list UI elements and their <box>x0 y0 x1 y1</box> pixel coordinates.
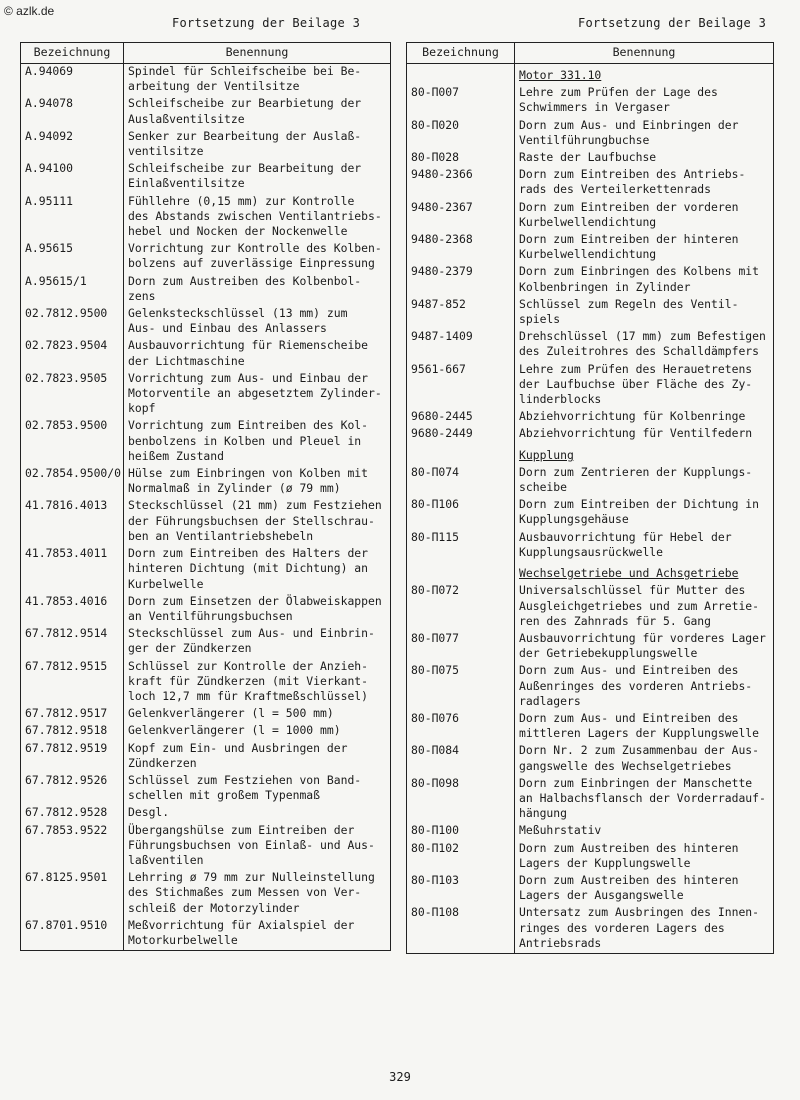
part-description: Desgl. <box>124 805 391 822</box>
section-row <box>407 562 774 583</box>
part-code: 80-П028 <box>407 150 515 167</box>
table-row <box>407 743 774 775</box>
table-row <box>407 823 774 840</box>
table-row <box>21 870 391 918</box>
part-description: Steckschlüssel (21 mm) zum Festziehen der Führungsbuchsen der Stellschrau- ben an Ventilantriebshebeln <box>124 498 391 546</box>
table-row <box>407 530 774 562</box>
section-row <box>407 444 774 465</box>
table-row <box>407 232 774 264</box>
part-description: Kopf zum Ein- und Ausbringen der Zündkerzen <box>124 741 391 773</box>
section-heading-cell <box>515 64 774 86</box>
part-description: Universalschlüssel für Mutter des Ausgleichgetriebes und zum Arretie- ren des Zahnrads für 5. Gang <box>515 583 774 631</box>
part-code: 80-П074 <box>407 465 515 497</box>
part-description: Untersatz zum Ausbringen des Innen- ringes des vorderen Lagers des Antriebsrads <box>515 905 774 953</box>
part-code: 02.7853.9500 <box>21 418 124 466</box>
table-row <box>407 711 774 743</box>
part-code: A.95111 <box>21 194 124 242</box>
table-row <box>21 418 391 466</box>
part-code: 9487-852 <box>407 297 515 329</box>
part-code: 9487-1409 <box>407 329 515 361</box>
section-heading: Motor 331.10 <box>519 68 602 82</box>
part-code: 41.7853.4016 <box>21 594 124 626</box>
part-description: Dorn zum Eintreiben der Dichtung in Kupplungsgehäuse <box>515 497 774 529</box>
part-description: Hülse zum Einbringen von Kolben mit Normalmaß in Zylinder (ø 79 mm) <box>124 466 391 498</box>
part-code: 9680-2445 <box>407 409 515 426</box>
part-description: Lehrring ø 79 mm zur Nulleinstellung des Stichmaßes zum Messen von Ver- schleiß der Motorzylinder <box>124 870 391 918</box>
table-row <box>407 841 774 873</box>
part-description: Dorn zum Austreiben des Kolbenbol- zens <box>124 274 391 306</box>
table-row <box>407 426 774 443</box>
table-row <box>407 583 774 631</box>
part-description: Schleifscheibe zur Bearbietung der Auslaßventilsitze <box>124 96 391 128</box>
parts-table-right-body <box>407 64 774 954</box>
parts-table-left-body <box>21 64 391 951</box>
part-description: Vorrichtung zur Kontrolle des Kolben- bolzens auf zuverlässige Einpressung <box>124 241 391 273</box>
part-description: Dorn zum Einsetzen der Ölabweiskappen an Ventilführungsbuchsen <box>124 594 391 626</box>
part-code: 80-П103 <box>407 873 515 905</box>
table-row <box>407 905 774 953</box>
part-description: Dorn zum Austreiben des hinteren Lagers der Kupplungswelle <box>515 841 774 873</box>
part-code: 67.7812.9517 <box>21 706 124 723</box>
part-description: Dorn zum Einbringen des Kolbens mit Kolbenbringen in Zylinder <box>515 264 774 296</box>
part-description: Dorn zum Eintreiben der vorderen Kurbelwellendichtung <box>515 200 774 232</box>
section-heading: Wechselgetriebe und Achsgetriebe <box>519 566 739 581</box>
part-description: Dorn zum Aus- und Einbringen der Ventilführungbuchse <box>515 118 774 150</box>
part-description: Spindel für Schleifscheibe bei Be- arbeitung der Ventilsitze <box>124 64 391 97</box>
part-description: Drehschlüssel (17 mm) zum Befestigen des Zuleitrohres des Schalldämpfers <box>515 329 774 361</box>
continuation-header-left: Fortsetzung der Beilage 3 <box>172 16 361 30</box>
part-description: Schlüssel zum Regeln des Ventil- spiels <box>515 297 774 329</box>
part-description: Übergangshülse zum Eintreiben der Führungsbuchsen von Einlaß- und Aus- laßventilen <box>124 823 391 871</box>
part-description: Abziehvorrichtung für Ventilfedern <box>515 426 774 443</box>
part-code: 02.7823.9505 <box>21 371 124 419</box>
table-row <box>407 465 774 497</box>
part-code: 9480-2367 <box>407 200 515 232</box>
table-row <box>21 918 391 951</box>
part-code: A.94092 <box>21 129 124 161</box>
section-heading-cell <box>515 444 774 465</box>
section-code-cell <box>407 64 515 86</box>
table-row <box>21 741 391 773</box>
part-code: A.95615 <box>21 241 124 273</box>
table-row <box>21 371 391 419</box>
part-description: Schlüssel zum Festziehen von Band- schellen mit großem Typenmaß <box>124 773 391 805</box>
column-header-name: Benennung <box>124 43 391 64</box>
part-description: Abziehvorrichtung für Kolbenringe <box>515 409 774 426</box>
table-row <box>407 497 774 529</box>
part-code: A.95615/1 <box>21 274 124 306</box>
table-row <box>21 274 391 306</box>
part-code: A.94078 <box>21 96 124 128</box>
part-description: Dorn zum Aus- und Eintreiben des Außenringes des vorderen Antriebs- radlagers <box>515 663 774 711</box>
column-header-name: Benennung <box>515 43 774 64</box>
table-row <box>21 773 391 805</box>
part-code: 80-П007 <box>407 85 515 117</box>
part-code: 02.7854.9500/0 <box>21 466 124 498</box>
part-code: 9480-2368 <box>407 232 515 264</box>
part-code: 80-П084 <box>407 743 515 775</box>
table-row <box>21 194 391 242</box>
part-description: Steckschlüssel zum Aus- und Einbrin- ger der Zündkerzen <box>124 626 391 658</box>
table-row <box>21 626 391 658</box>
table-row <box>21 546 391 594</box>
table-row <box>407 329 774 361</box>
table-row <box>21 466 391 498</box>
part-code: 80-П108 <box>407 905 515 953</box>
part-code: 80-П077 <box>407 631 515 663</box>
part-code: 67.7812.9515 <box>21 659 124 707</box>
part-code: 80-П106 <box>407 497 515 529</box>
part-code: 67.7812.9514 <box>21 626 124 658</box>
parts-table-right <box>406 42 774 954</box>
part-code: 41.7816.4013 <box>21 498 124 546</box>
part-code: 02.7823.9504 <box>21 338 124 370</box>
part-code: 67.7812.9526 <box>21 773 124 805</box>
section-heading: Kupplung <box>519 447 574 462</box>
part-description: Meßvorrichtung für Axialspiel der Motorkurbelwelle <box>124 918 391 951</box>
part-description: Ausbauvorrichtung für vorderes Lager der Getriebekupplungswelle <box>515 631 774 663</box>
part-code: 67.7812.9528 <box>21 805 124 822</box>
table-row <box>21 338 391 370</box>
table-row <box>21 96 391 128</box>
table-row <box>21 498 391 546</box>
table-row <box>21 64 391 97</box>
part-description: Gelenksteckschlüssel (13 mm) zum Aus- und Einbau des Anlassers <box>124 306 391 338</box>
table-row <box>21 723 391 740</box>
table-row <box>407 264 774 296</box>
part-description: Senker zur Bearbeitung der Auslaß- ventilsitze <box>124 129 391 161</box>
page-number: 329 <box>389 1070 411 1084</box>
part-code: 67.8125.9501 <box>21 870 124 918</box>
table-row <box>407 873 774 905</box>
table-row <box>21 823 391 871</box>
part-description: Dorn zum Eintreiben des Antriebs- rads des Verteilerkettenrads <box>515 167 774 199</box>
table-row <box>21 161 391 193</box>
table-row <box>21 659 391 707</box>
part-description: Raste der Laufbuchse <box>515 150 774 167</box>
part-description: Gelenkverlängerer (l = 500 mm) <box>124 706 391 723</box>
part-description: Dorn zum Eintreiben des Halters der hinteren Dichtung (mit Dichtung) an Kurbelwelle <box>124 546 391 594</box>
part-code: 80-П098 <box>407 776 515 824</box>
part-code: 80-П100 <box>407 823 515 840</box>
column-header-code: Bezeichnung <box>407 43 515 64</box>
table-row <box>407 118 774 150</box>
table-row <box>407 167 774 199</box>
part-description: Meßuhrstativ <box>515 823 774 840</box>
part-description: Gelenkverlängerer (l = 1000 mm) <box>124 723 391 740</box>
table-row <box>407 776 774 824</box>
part-code: 9680-2449 <box>407 426 515 443</box>
watermark: © azlk.de <box>4 4 55 18</box>
part-code: 02.7812.9500 <box>21 306 124 338</box>
part-code: 80-П020 <box>407 118 515 150</box>
part-description: Ausbauvorrichtung für Hebel der Kupplungsausrückwelle <box>515 530 774 562</box>
table-row <box>407 85 774 117</box>
part-code: 80-П076 <box>407 711 515 743</box>
part-code: 67.7812.9519 <box>21 741 124 773</box>
part-code: 80-П072 <box>407 583 515 631</box>
part-description: Dorn Nr. 2 zum Zusammenbau der Aus- gangswelle des Wechselgetriebes <box>515 743 774 775</box>
part-description: Dorn zum Zentrieren der Kupplungs- scheibe <box>515 465 774 497</box>
part-code: 67.8701.9510 <box>21 918 124 951</box>
part-code: 41.7853.4011 <box>21 546 124 594</box>
part-description: Lehre zum Prüfen des Herauetretens der Laufbuchse über Fläche des Zy- linderblocks <box>515 362 774 410</box>
part-description: Vorrichtung zum Eintreiben des Kol- benbolzens in Kolben und Pleuel in heißem Zustand <box>124 418 391 466</box>
continuation-header-right: Fortsetzung der Beilage 3 <box>578 16 767 30</box>
table-row <box>407 297 774 329</box>
table-row <box>407 631 774 663</box>
table-row <box>407 150 774 167</box>
part-description: Vorrichtung zum Aus- und Einbau der Motorventile an abgesetztem Zylinder- kopf <box>124 371 391 419</box>
table-row <box>21 129 391 161</box>
table-row <box>21 594 391 626</box>
table-row <box>21 706 391 723</box>
part-code: 67.7853.9522 <box>21 823 124 871</box>
part-code: A.94100 <box>21 161 124 193</box>
table-row <box>407 362 774 410</box>
part-code: 9561-667 <box>407 362 515 410</box>
part-description: Ausbauvorrichtung für Riemenscheibe der Lichtmaschine <box>124 338 391 370</box>
part-code: 80-П075 <box>407 663 515 711</box>
section-code-cell <box>407 562 515 583</box>
table-row <box>407 200 774 232</box>
table-row <box>407 409 774 426</box>
part-description: Dorn zum Einbringen der Manschette an Halbachsflansch der Vorderradauf- hängung <box>515 776 774 824</box>
part-description: Dorn zum Eintreiben der hinteren Kurbelwellendichtung <box>515 232 774 264</box>
parts-table-left <box>20 42 391 951</box>
column-header-code: Bezeichnung <box>21 43 124 64</box>
part-description: Dorn zum Austreiben des hinteren Lagers der Ausgangswelle <box>515 873 774 905</box>
part-description: Schlüssel zur Kontrolle der Anzieh- kraft für Zündkerzen (mit Vierkant- loch 12,7 mm für Kraftmeßschlüssel) <box>124 659 391 707</box>
part-description: Fühllehre (0,15 mm) zur Kontrolle des Abstands zwischen Ventilantriebs- hebel und Nocken der Nockenwelle <box>124 194 391 242</box>
table-row <box>21 241 391 273</box>
part-description: Dorn zum Aus- und Eintreiben des mittleren Lagers der Kupplungswelle <box>515 711 774 743</box>
part-code: 80-П115 <box>407 530 515 562</box>
part-code: A.94069 <box>21 64 124 97</box>
part-code: 9480-2379 <box>407 264 515 296</box>
section-heading-cell <box>515 562 774 583</box>
table-row <box>21 306 391 338</box>
part-code: 80-П102 <box>407 841 515 873</box>
table-row <box>21 805 391 822</box>
part-code: 9480-2366 <box>407 167 515 199</box>
part-description: Schleifscheibe zur Bearbeitung der Einlaßventilsitze <box>124 161 391 193</box>
table-row <box>407 663 774 711</box>
section-code-cell <box>407 444 515 465</box>
section-row <box>407 64 774 86</box>
part-description: Lehre zum Prüfen der Lage des Schwimmers in Vergaser <box>515 85 774 117</box>
part-code: 67.7812.9518 <box>21 723 124 740</box>
